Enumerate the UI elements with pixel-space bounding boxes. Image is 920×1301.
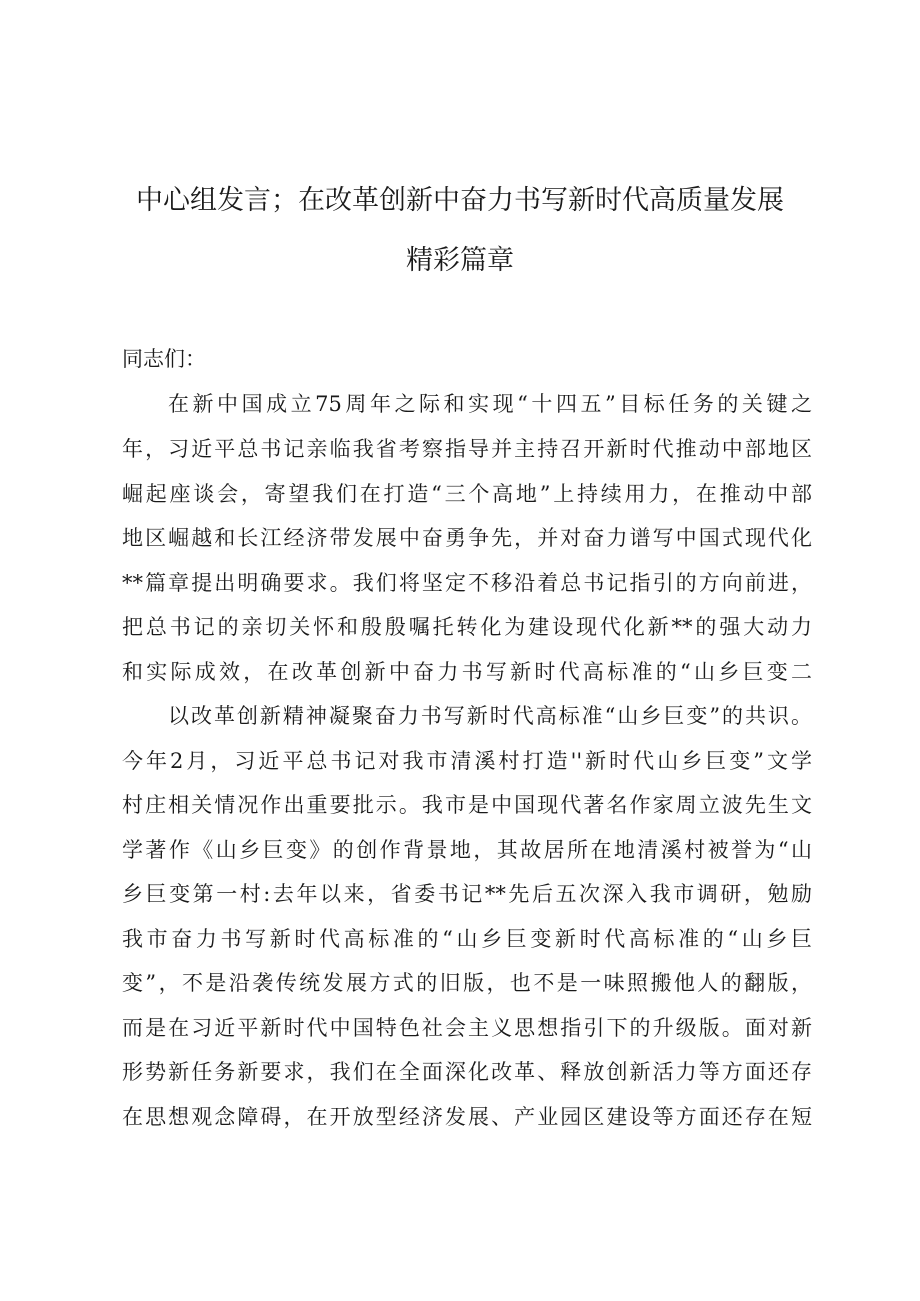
- paragraph-line: 和实际成效，在改革创新中奋力书写新时代高标准的“山乡巨变二: [122, 660, 812, 684]
- paragraph-line: 在思想观念障碍，在开放型经济发展、产业园区建设等方面还存在短: [122, 1105, 812, 1129]
- paragraph-line: 乡巨变第一村:去年以来，省委书记**先后五次深入我市调研，勉励: [122, 882, 812, 906]
- paragraph-line: 学著作《山乡巨变》的创作背景地，其故居所在地清溪村被誉为“山: [122, 838, 812, 862]
- document-title-line-1: 中心组发言；在改革创新中奋力书写新时代高质量发展: [136, 185, 784, 216]
- paragraph-line: 今年2月，习近平总书记对我市清溪村打造''新时代山乡巨变”文学: [122, 749, 812, 773]
- paragraph-line: 在新中国成立75周年之际和实现“十四五”目标任务的关键之: [168, 392, 812, 416]
- paragraph-line: 地区崛越和长江经济带发展中奋勇争先，并对奋力谱写中国式现代化: [122, 526, 812, 550]
- paragraph-line: 变”，不是沿袭传统发展方式的旧版，也不是一味照搬他人的翻版，: [122, 971, 812, 995]
- paragraph-line: 崛起座谈会，寄望我们在打造“三个高地”上持续用力，在推动中部: [122, 482, 812, 506]
- document-title-line-2: 精彩篇章: [406, 245, 514, 276]
- paragraph-line: 我市奋力书写新时代高标准的“山乡巨变新时代高标准的“山乡巨: [122, 927, 812, 951]
- paragraph-line: **篇章提出明确要求。我们将坚定不移沿着总书记指引的方向前进，: [122, 571, 812, 595]
- salutation: 同志们：: [122, 347, 206, 371]
- paragraph-line: 形势新任务新要求，我们在全面深化改革、释放创新活力等方面还存: [122, 1060, 812, 1084]
- paragraph-line: 而是在习近平新时代中国特色社会主义思想指引下的升级版。面对新: [122, 1016, 812, 1040]
- paragraph-line: 把总书记的亲切关怀和殷殷嘱托转化为建设现代化新**的强大动力: [122, 615, 812, 639]
- paragraph-line: 以改革创新精神凝聚奋力书写新时代高标准“山乡巨变”的共识。: [168, 704, 812, 728]
- paragraph-line: 年，习近平总书记亲临我省考察指导并主持召开新时代推动中部地区: [122, 437, 812, 461]
- paragraph-line: 村庄相关情况作出重要批示。我市是中国现代著名作家周立波先生文: [122, 793, 812, 817]
